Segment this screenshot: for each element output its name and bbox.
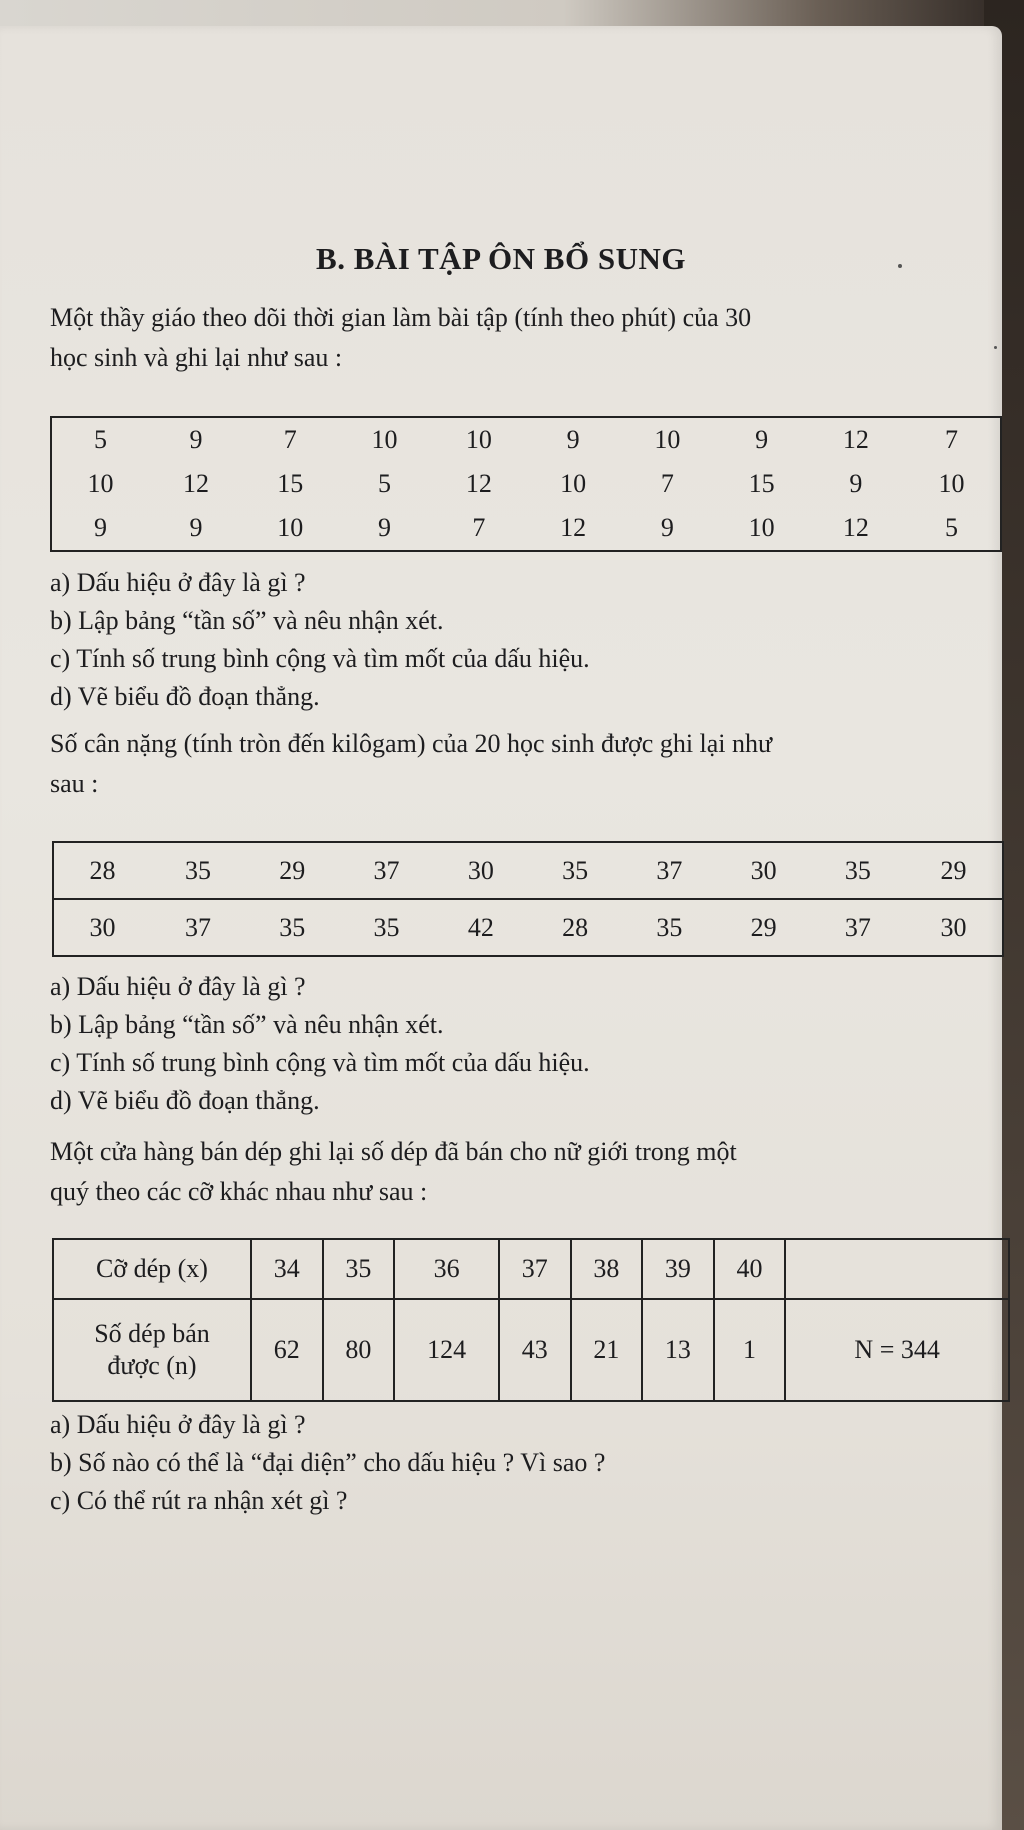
table-cell: 10 xyxy=(465,425,492,454)
question-item: a) Dấu hiệu ở đây là gì ? xyxy=(50,568,306,597)
table-cell: 9 xyxy=(378,512,392,542)
table-cell: 29 xyxy=(905,842,1003,899)
row-header-line: được (n) xyxy=(107,1351,197,1380)
size-cell: 39 xyxy=(642,1239,714,1299)
table-cell: 5 xyxy=(93,425,107,454)
size-cell: 38 xyxy=(571,1239,643,1299)
table-cell: 12 xyxy=(560,512,587,542)
count-cell: 43 xyxy=(499,1299,571,1401)
table-cell: 29 xyxy=(245,842,339,899)
size-cell: 40 xyxy=(714,1239,786,1299)
question-item: c) Tính số trung bình cộng và tìm mốt của dấu hiệu. xyxy=(50,644,590,673)
table-cell: 35 xyxy=(373,912,400,942)
size-cell: 37 xyxy=(499,1239,571,1299)
size-cell: 34 xyxy=(251,1239,323,1299)
problem1-table xyxy=(50,416,1002,552)
question-item: b) Lập bảng “tần số” và nêu nhận xét. xyxy=(50,606,444,635)
table-cell: 5 xyxy=(378,468,392,498)
question-item: c) Tính số trung bình cộng và tìm mốt của dấu hiệu. xyxy=(50,1048,590,1077)
table-row xyxy=(51,417,1001,462)
table-cell: 9 xyxy=(189,512,203,542)
question-item: a) Dấu hiệu ở đây là gì ? xyxy=(50,972,306,1001)
table-cell: 35 xyxy=(811,842,905,899)
question-item: c) Có thể rút ra nhận xét gì ? xyxy=(50,1486,348,1515)
table-cell: 10 xyxy=(371,425,398,454)
question-item: b) Số nào có thể là “đại diện” cho dấu hiệu ? Vì sao ? xyxy=(50,1448,606,1477)
problem3-intro xyxy=(50,1132,1000,1212)
intro-line: quý theo các cỡ khác nhau như sau : xyxy=(50,1177,428,1206)
table-cell: 12 xyxy=(183,468,210,498)
table-cell: 10 xyxy=(748,512,775,542)
problem2-table xyxy=(52,841,1004,957)
size-cell: 35 xyxy=(323,1239,395,1299)
size-cell: 36 xyxy=(394,1239,499,1299)
question-item: a) Dấu hiệu ở đây là gì ? xyxy=(50,1410,306,1439)
table-cell: 10 xyxy=(560,468,587,498)
intro-line: sau : xyxy=(50,769,99,798)
shoe-size-table xyxy=(52,1238,1010,1402)
table-cell: 7 xyxy=(660,468,674,498)
table-cell: 10 xyxy=(277,512,304,542)
intro-line: Một cửa hàng bán dép ghi lại số dép đã bán cho nữ giới trong một xyxy=(50,1137,737,1166)
table-cell: 12 xyxy=(465,468,492,498)
table-cell: 9 xyxy=(849,468,863,498)
table-cell: 5 xyxy=(945,512,958,542)
table-row xyxy=(51,462,1001,506)
problem2-questions xyxy=(50,968,1000,1120)
table-cell: 10 xyxy=(938,468,965,498)
count-cell: 62 xyxy=(251,1299,323,1401)
table-cell: 7 xyxy=(945,425,958,454)
section-heading: B. BÀI TẬP ÔN BỔ SUNG xyxy=(316,241,686,276)
row-header-line: Số dép bán xyxy=(94,1319,210,1348)
table-cell: 10 xyxy=(654,425,681,454)
table-row xyxy=(53,899,1003,956)
table-cell: 30 xyxy=(716,842,810,899)
table-row xyxy=(51,506,1001,551)
table-cell: 9 xyxy=(755,425,769,454)
table-cell: 30 xyxy=(89,912,116,942)
table-cell: 7 xyxy=(472,512,486,542)
count-cell: 124 xyxy=(394,1299,499,1401)
intro-line: học sinh và ghi lại như sau : xyxy=(50,343,343,372)
table-cell: 12 xyxy=(842,512,869,542)
table-cell: 37 xyxy=(339,842,433,899)
table-cell: 37 xyxy=(622,842,716,899)
size-row xyxy=(53,1239,1009,1299)
intro-line: Số cân nặng (tính tròn đến kilôgam) của 20 học sinh được ghi lại như xyxy=(50,729,773,758)
table-cell: 37 xyxy=(844,912,871,942)
table-cell: 30 xyxy=(434,842,528,899)
problem1-questions xyxy=(50,564,1000,716)
table-cell: 30 xyxy=(940,912,967,942)
count-row xyxy=(53,1299,1009,1401)
count-cell: 1 xyxy=(714,1299,786,1401)
table-cell: 9 xyxy=(660,512,674,542)
count-cell: 80 xyxy=(323,1299,395,1401)
problem3-questions xyxy=(50,1406,1000,1520)
table-cell: 35 xyxy=(279,912,306,942)
problem1-intro xyxy=(50,298,1000,378)
row-header-count xyxy=(53,1299,251,1401)
total-cell: N = 344 xyxy=(785,1299,1009,1401)
table-cell: 9 xyxy=(93,512,107,542)
table-cell: 35 xyxy=(528,842,622,899)
table-cell: 35 xyxy=(656,912,683,942)
intro-line: Một thầy giáo theo dõi thời gian làm bài tập (tính theo phút) của 30 xyxy=(50,303,752,332)
question-item: d) Vẽ biểu đồ đoạn thẳng. xyxy=(50,682,320,711)
book-page xyxy=(0,26,1002,1830)
empty-cell xyxy=(785,1239,1009,1299)
table-cell: 9 xyxy=(189,425,203,454)
table-cell: 37 xyxy=(185,912,212,942)
table-cell: 10 xyxy=(87,468,114,498)
row-header-size: Cỡ dép (x) xyxy=(53,1239,251,1299)
table-cell: 12 xyxy=(842,425,869,454)
table-cell: 15 xyxy=(277,468,304,498)
table-cell: 15 xyxy=(748,468,775,498)
table-cell: 9 xyxy=(566,425,580,454)
table-cell: 28 xyxy=(53,842,151,899)
count-cell: 21 xyxy=(571,1299,643,1401)
count-cell: 13 xyxy=(642,1299,714,1401)
question-item: b) Lập bảng “tần số” và nêu nhận xét. xyxy=(50,1010,444,1039)
question-item: d) Vẽ biểu đồ đoạn thẳng. xyxy=(50,1086,320,1115)
table-cell: 35 xyxy=(151,842,245,899)
problem2-intro xyxy=(50,724,1000,804)
table-cell: 42 xyxy=(467,912,494,942)
table-row xyxy=(53,842,1003,899)
table-cell: 7 xyxy=(283,425,297,454)
table-cell: 29 xyxy=(750,912,777,942)
table-cell: 28 xyxy=(562,912,589,942)
